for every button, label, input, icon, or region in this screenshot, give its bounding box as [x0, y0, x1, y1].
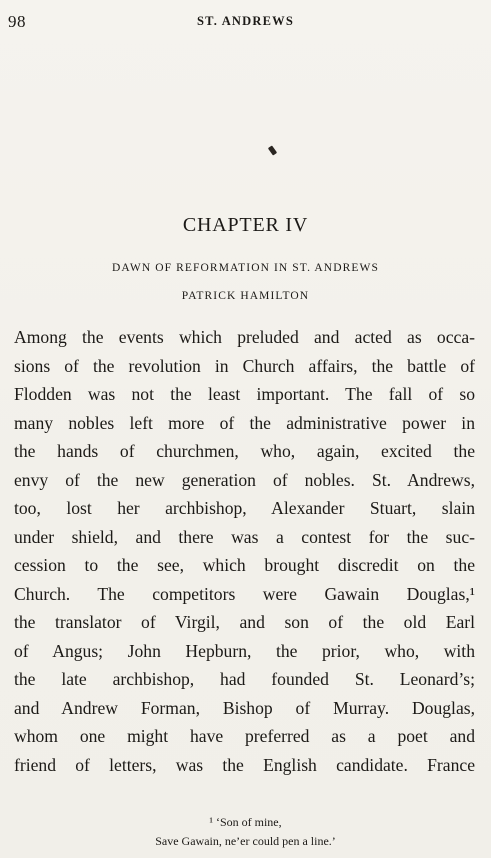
text-line: Flodden was not the least important. The fall of so — [14, 384, 475, 404]
text-line: friend of letters, was the English candidate. France — [14, 754, 475, 775]
footnote — [0, 813, 491, 851]
text-line: of Angus; John Hepburn, the prior, who, with — [14, 640, 475, 661]
page-header — [0, 12, 491, 34]
text-line: the late archbishop, had founded St. Leonard’s; — [14, 669, 475, 689]
text-line: the translator of Virgil, and son of the old Earl — [14, 612, 475, 632]
body-text — [14, 323, 475, 779]
page-number: 98 — [8, 12, 26, 31]
text-line: many nobles left more of the administrative power in — [14, 412, 475, 433]
text-line: sions of the revolution in Church affairs, the battle of — [14, 355, 475, 376]
text-line: Among the events which preluded and acted as occa- — [14, 327, 475, 347]
text-line: cession to the see, which brought discredit on the — [14, 555, 475, 575]
footnote-line: Save Gawain, ne’er could pen a line.’ — [155, 834, 336, 848]
text-line: whom one might have preferred as a poet and — [14, 726, 475, 746]
text-line: under shield, and there was a contest for the suc- — [14, 526, 475, 547]
text-line: too, lost her archbishop, Alexander Stuart, slain — [14, 498, 475, 518]
chapter-subtitle-name: PATRICK HAMILTON — [181, 290, 310, 302]
text-line: the hands of churchmen, who, again, excited the — [14, 441, 475, 461]
text-line: Church. The competitors were Gawain Douglas,¹ — [14, 583, 475, 604]
footnote-line: ¹ ‘Son of mine, — [209, 815, 282, 829]
text-line: and Andrew Forman, Bishop of Murray. Douglas, — [14, 697, 475, 718]
ink-mark — [268, 145, 277, 155]
chapter-title: CHAPTER IV — [182, 214, 309, 236]
running-head: ST. ANDREWS — [196, 14, 295, 28]
chapter-subtitle: DAWN OF REFORMATION IN ST. ANDREWS — [112, 262, 379, 274]
text-line: envy of the new generation of nobles. St. Andrews, — [14, 469, 475, 490]
